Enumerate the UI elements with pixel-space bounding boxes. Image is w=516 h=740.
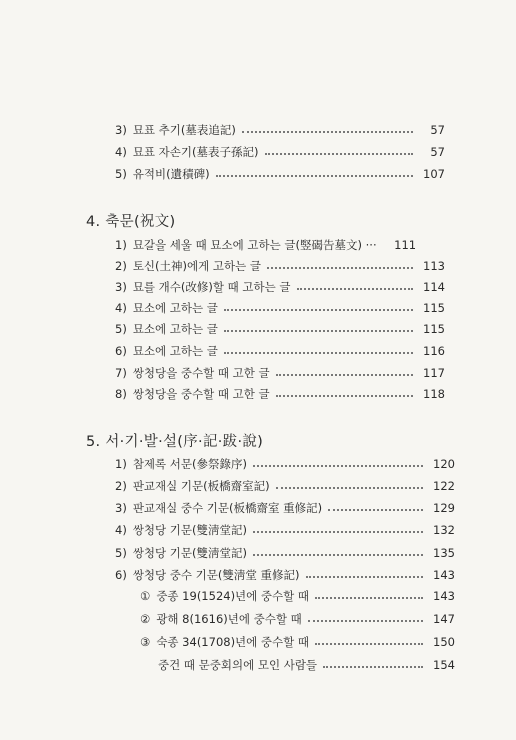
toc-subentry [140, 633, 455, 651]
dot-leader [267, 267, 413, 269]
entry-page: 129 [433, 501, 455, 515]
entry-page: 118 [423, 387, 445, 401]
entry-number: 8) [115, 387, 127, 401]
dot-leader [253, 554, 423, 556]
entry-number: 2) [115, 259, 127, 273]
toc-entry [115, 455, 455, 473]
entry-number: ③ [140, 635, 151, 649]
section-heading: 4. 축문(祝文) [86, 214, 176, 230]
entry-number: 7) [115, 366, 127, 380]
entry-title: 숙종 34(1708)년에 중수할 때 [156, 635, 310, 649]
entry-page: 115 [423, 301, 445, 315]
toc-subentry [140, 587, 455, 605]
entry-title: 묘를 개수(改修)할 때 고하는 글 [132, 280, 291, 294]
dot-leader [253, 531, 423, 533]
dot-leader [276, 487, 423, 489]
toc-entry [115, 320, 445, 338]
entry-number: 4) [115, 301, 127, 315]
toc-entry [115, 385, 445, 403]
toc-entry [115, 566, 455, 584]
toc-subentry [158, 656, 455, 674]
entry-page: 135 [433, 546, 455, 560]
entry-page: 154 [433, 658, 455, 672]
entry-number: 2) [115, 479, 127, 493]
dot-leader [276, 395, 413, 397]
section-heading: 5. 서·기·발·설(序·記·跋·說) [86, 434, 264, 450]
dot-leader [328, 509, 423, 511]
entry-title: 쌍청당 기문(雙淸堂記) [132, 546, 247, 560]
entry-number: 4) [115, 145, 127, 159]
entry-page: 111 [394, 238, 417, 252]
toc-entry [115, 278, 445, 296]
entry-title: 유적비(遺積碑) [132, 167, 210, 181]
toc-entry [115, 299, 445, 317]
dot-leader [323, 666, 423, 668]
entry-page: 150 [433, 635, 455, 649]
dot-leader [315, 643, 423, 645]
entry-title: 중건 때 문중회의에 모인 사람들 [158, 658, 318, 672]
entry-title: 묘표 추기(墓表追記) [132, 123, 236, 137]
entry-title: 묘표 자손기(墓表子孫記) [132, 145, 259, 159]
entry-title: 판교재실 기문(板橋齋室記) [132, 479, 270, 493]
entry-number: 6) [115, 568, 127, 582]
toc-entry [115, 257, 445, 275]
dot-leader [276, 374, 413, 376]
toc-entry [115, 499, 455, 517]
entry-number: 5) [115, 546, 127, 560]
entry-page: 113 [423, 259, 445, 273]
entry-title: 중종 19(1524)년에 중수할 때 [156, 589, 310, 603]
entry-number: ① [140, 589, 151, 603]
entry-number: 3) [115, 123, 127, 137]
entry-number: 5) [115, 167, 127, 181]
toc-entry [115, 544, 455, 562]
dot-leader [253, 465, 423, 467]
toc-entry [115, 364, 445, 382]
dot-leader [216, 175, 413, 177]
entry-title: 묘소에 고하는 글 [132, 344, 218, 358]
toc-entry [115, 236, 445, 254]
entry-number: 6) [115, 344, 127, 358]
entry-title: 묘갈을 세울 때 묘소에 고하는 글(竪碣告墓文) ··· [132, 238, 377, 252]
dot-leader [224, 352, 413, 354]
toc-entry [115, 521, 455, 539]
entry-page: 132 [433, 523, 455, 537]
entry-page: 57 [430, 145, 445, 159]
entry-number: 1) [115, 238, 127, 252]
entry-page: 116 [423, 344, 445, 358]
entry-page: 147 [433, 612, 455, 626]
entry-number: 1) [115, 457, 127, 471]
dot-leader [265, 153, 414, 155]
entry-page: 107 [423, 167, 445, 181]
entry-page: 120 [433, 457, 455, 471]
entry-title: 쌍청당을 중수할 때 고한 글 [132, 387, 270, 401]
entry-number: ② [140, 612, 151, 626]
entry-page: 114 [423, 280, 445, 294]
entry-title: 묘소에 고하는 글 [132, 301, 218, 315]
dot-leader [224, 309, 413, 311]
entry-page: 57 [430, 123, 445, 137]
dot-leader [315, 597, 423, 599]
entry-number: 5) [115, 322, 127, 336]
entry-title: 묘소에 고하는 글 [132, 322, 218, 336]
toc-entry [115, 143, 445, 161]
toc-entry [115, 342, 445, 360]
toc-entry [115, 477, 455, 495]
entry-page: 143 [433, 589, 455, 603]
dot-leader [297, 288, 414, 290]
entry-title: 광해 8(1616)년에 중수할 때 [156, 612, 302, 626]
entry-number: 3) [115, 501, 127, 515]
dot-leader [242, 131, 413, 133]
entry-page: 115 [423, 322, 445, 336]
entry-page: 143 [433, 568, 455, 582]
toc-subentry [140, 610, 455, 628]
entry-page: 117 [423, 366, 445, 380]
entry-title: 판교재실 중수 기문(板橋齋室 重修記) [132, 501, 323, 515]
entry-title: 참제록 서문(參祭錄序) [132, 457, 247, 471]
entry-number: 4) [115, 523, 127, 537]
entry-number: 3) [115, 280, 127, 294]
dot-leader [306, 576, 423, 578]
entry-page: 122 [433, 479, 455, 493]
dot-leader [308, 620, 423, 622]
entry-title: 쌍청당을 중수할 때 고한 글 [132, 366, 270, 380]
entry-title: 토신(土神)에게 고하는 글 [132, 259, 261, 273]
entry-title: 쌍청당 기문(雙淸堂記) [132, 523, 247, 537]
toc-entry [115, 121, 445, 139]
dot-leader [224, 330, 413, 332]
toc-entry [115, 165, 445, 183]
entry-title: 쌍청당 중수 기문(雙淸堂 重修記) [132, 568, 300, 582]
